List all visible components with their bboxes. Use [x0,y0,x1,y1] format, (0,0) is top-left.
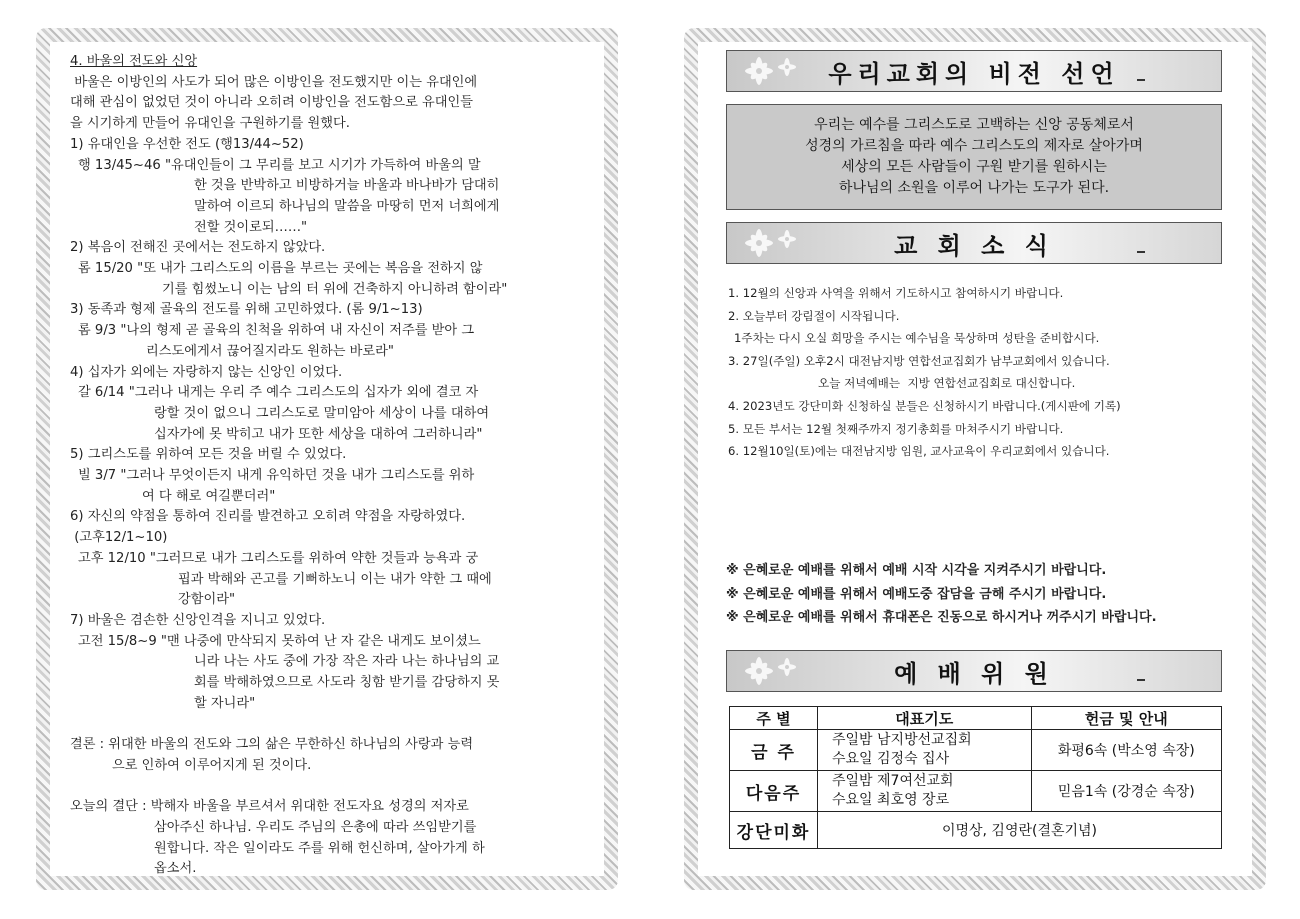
vision-line: 하나님의 소원을 이루어 나가는 도구가 된다. [838,180,1110,196]
altar-value: 이명상, 김영란(결혼기념) [818,812,1222,849]
prayer-line: 주일밤 제7여선교회 [832,773,954,789]
altar-label: 강단미화 [730,812,818,849]
text-line: 행 13/45~46 "유대인들이 그 무리를 보고 시기가 가득하여 바울의 말 [78,157,481,173]
text-line: 오늘의 결단 : 박해자 바울을 부르셔서 위대한 전도자요 성경의 저자로 [70,799,469,815]
flower-decoration-icon [737,225,807,261]
text-line: 롬 9/3 "나의 형제 곧 골육의 친척을 위하여 내 자신이 저주를 받아 그 [78,323,475,339]
text-line: 여 다 해로 여길뿐더러" [142,488,276,504]
prayer-cell [818,730,1032,771]
prayer-line: 수요일 최호영 장로 [832,792,950,808]
text-line: 바울은 이방인의 사도가 되어 많은 이방인을 전도했지만 이는 유대인에 [70,74,478,90]
text-line: 기를 힘썼노니 이는 남의 터 위에 건축하지 아니하려 함이라" [162,281,508,297]
right-page [684,28,1266,890]
flower-decoration-icon [737,53,807,89]
text-line: 랑할 것이 없으니 그리스도로 말미암아 세상이 나를 대하여 [154,405,490,421]
news-item: 6. 12월10일(토)에는 대전남지방 임원, 교사교육이 우리교회에서 있습니다. [728,444,1110,459]
prayer-line: 주일밤 남지방선교집회 [832,732,972,748]
news-item: 1. 12월의 신앙과 사역을 위해서 기도하시고 참여하시기 바랍니다. [728,286,1064,300]
table-row [730,730,1222,771]
worship-title: 예 배 위 원 [894,659,1054,688]
text-line: 강함이라" [178,592,236,608]
table-row [730,812,1222,849]
text-line: 할 자니라" [194,695,256,711]
text-line: 니라 나는 사도 중에 가장 작은 자라 나는 하나님의 교 [194,654,500,670]
news-banner [726,222,1222,264]
notice-item: ※ 은혜로운 예배를 위해서 예배도중 잡담을 금해 주시기 바랍니다. [726,586,1107,602]
news-item: 2. 오늘부터 강림절이 시작됩니다. [728,308,900,323]
text-line: 대해 관심이 없었던 것이 아니라 오히려 이방인을 전도함으로 유대인들 [70,95,473,111]
text-line: 고전 15/8~9 "맨 나중에 만삭되지 못하여 난 자 같은 내게도 보이셨느 [78,633,481,649]
text-line: 2) 복음이 전해진 곳에서는 전도하지 않았다. [70,240,326,256]
text-line: 7) 바울은 겸손한 신앙인격을 지니고 있었다. [70,612,326,628]
text-line: 십자가에 못 박히고 내가 또한 세상을 대하여 그러하니라" [154,426,483,442]
text-line [70,715,598,736]
notice-item: ※ 은혜로운 예배를 위해서 휴대폰은 진동으로 하시거나 꺼주시기 바랍니다. [726,610,1157,625]
prayer-line: 수요일 김정숙 집사 [832,751,950,767]
news-item: 4. 2023년도 강단미화 신청하실 분들은 신청하시기 바랍니다.(게시판에 기록) [728,398,1121,413]
prayer-cell [818,771,1032,812]
text-line: 을 시기하게 만들어 유대인을 구원하기를 원했다. [70,116,350,132]
table-header-row [730,707,1222,730]
table-row [730,771,1222,812]
news-item: 5. 모든 부서는 12월 첫째주까지 정기총회를 마쳐주시기 바랍니다. [728,421,1064,436]
news-item: 3. 27일(주일) 오후2시 대전남지방 연합선교집회가 남부교회에서 있습니다. [728,353,1110,368]
text-line: 4. 바울의 전도와 신앙 [70,54,198,69]
text-line: 4) 십자가 외에는 자랑하지 않는 신앙인 이었다. [70,364,343,380]
news-item: 오늘 저녁예배는 지방 연합선교집회로 대신합니다. [818,376,1076,391]
text-line: 삼아주신 하나님. 우리도 주님의 은총에 따라 쓰임받기를 [154,820,477,836]
left-page [36,28,618,890]
worship-table [729,706,1222,849]
text-line: 1) 유대인을 우선한 전도 (행13/44~52) [70,136,304,152]
notice-item: ※ 은혜로운 예배를 위해서 예배 시작 시각을 지켜주시기 바랍니다. [726,563,1107,578]
vision-line: 성경의 가르침을 따라 예수 그리스도의 제자로 살아가며 [805,138,1143,154]
text-line: 고후 12/10 "그러므로 내가 그리스도를 위하여 약한 것들과 능욕과 궁 [78,550,479,566]
text-line: 5) 그리스도를 위하여 모든 것을 버릴 수 있었다. [70,447,347,463]
notice-list [726,559,1226,630]
text-line: 전할 것이로되……" [194,219,308,235]
vision-title: 우리교회의 비전 선언 [828,59,1120,88]
offering-cell: 믿음1속 (강경순 속장) [1031,771,1221,812]
text-line: 6) 자신의 약점을 통하여 진리를 발견하고 오히려 약점을 자랑하였다. [70,509,466,525]
text-line: 으로 인하여 이루어지게 된 것이다. [112,757,312,773]
news-title: 교 회 소 식 [894,231,1054,260]
vision-line: 우리는 예수를 그리스도로 고백하는 신앙 공동체로서 [814,117,1134,133]
text-line: 결론 : 위대한 바울의 전도와 그의 삶은 무한하신 하나님의 사랑과 능력 [70,737,474,753]
text-line: (고후12/1~10) [70,530,168,546]
text-line: 갈 6/14 "그러나 내게는 우리 주 예수 그리스도의 십자가 외에 결코 자 [78,385,479,401]
vision-statement [726,104,1222,210]
text-line: 한 것을 반박하고 비방하거늘 바울과 바나바가 담대히 [194,178,500,194]
week-cell: 다음주 [730,771,818,812]
text-line [70,777,598,798]
column-header: 대표기도 [818,707,1032,730]
text-line: 원합니다. 작은 일이라도 주를 위해 헌신하며, 살아가게 하 [154,840,485,856]
text-line: 회를 박해하였으므로 사도라 칭함 받기를 감당하지 못 [194,675,500,691]
text-line: 말하여 이르되 하나님의 말씀을 마땅히 먼저 너희에게 [194,198,500,214]
text-line: 리스도에게서 끊어질지라도 원하는 바로라" [146,343,394,359]
sermon-text [70,52,598,880]
offering-cell: 화평6속 (박소영 속장) [1031,730,1221,771]
church-news-list [728,282,1228,463]
column-header: 헌금 및 안내 [1031,707,1221,730]
news-item: 1주차는 다시 오실 희망을 주시는 예수님을 묵상하며 성탄을 준비합시다. [734,331,1100,346]
vision-line: 세상의 모든 사람들이 구원 받기를 원하시는 [841,159,1107,175]
worship-banner [726,650,1222,692]
text-line: 빌 3/7 "그러나 무엇이든지 내게 유익하던 것을 내가 그리스도를 위하 [78,468,475,484]
text-line: 핍과 박해와 곤고를 기뻐하노니 이는 내가 약한 그 때에 [178,571,492,587]
text-line: 롬 15/20 "또 내가 그리스도의 이름을 부르는 곳에는 복음을 전하지 않 [78,261,483,277]
vision-banner [726,50,1222,92]
week-cell: 금 주 [730,730,818,771]
column-header: 주 별 [730,707,818,730]
text-line: 옵소서. [154,861,197,877]
text-line: 3) 동족과 형제 골육의 전도를 위해 고민하였다. (롬 9/1~13) [70,302,423,318]
flower-decoration-icon [737,653,807,689]
